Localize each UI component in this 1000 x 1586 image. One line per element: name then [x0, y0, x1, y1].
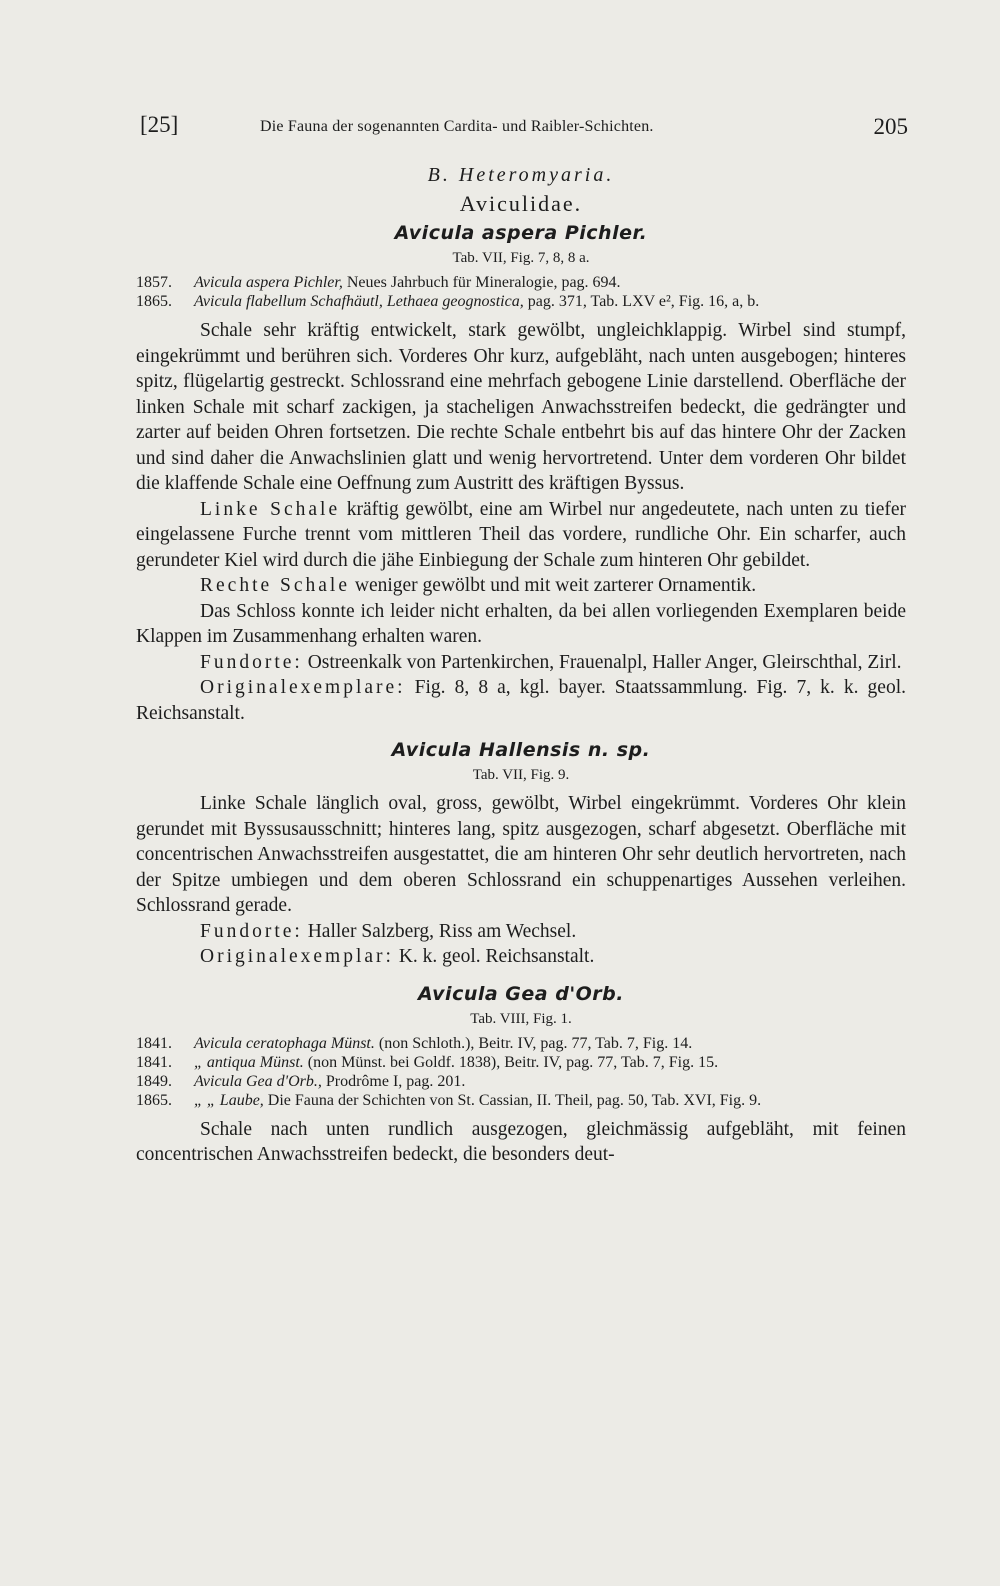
running-title: Die Fauna der sogenannten Cardita- und Raibler-Schichten.	[260, 118, 654, 135]
plate-reference-gea: Tab. VIII, Fig. 1.	[470, 1010, 572, 1027]
species-title-aspera: Avicula aspera Pichler.	[394, 222, 648, 244]
left-valve-label: Linke Schale	[200, 498, 341, 520]
description-paragraph: Linke Schale länglich oval, gross, gewölbt, Wirbel eingekrümmt. Vorderes Ohr klein gerundet mit Byssusausschnitt; hinteres lang, spitz ausgezogen, scharf abgesetzt. Oberfläche mit concentrischen Anwachsstreifen ausgestattet, die am hinteren Ohr sehr deutlich hervortreten, nach der Spitze umbiegen und dem oberen Schlossrand ein schuppenartiges Aussehen verleihen. Schlossrand gerade.	[136, 793, 906, 916]
left-valve-text: kräftig gewölbt, eine am Wirbel nur angedeutete, nach unten zu tiefer eingelassene Furche trennt vom mittleren Theil das vordere, rundliche Ohr. Ein scharfer, auch gerundeter Kiel wird durch die jähe Einbiegung der Schale zum hinteren Ohr gebildet.	[136, 498, 906, 571]
hinge-paragraph: Das Schloss konnte ich leider nicht erhalten, da bei allen vorliegenden Exemplaren beide Klappen im Zusammenhang erhalten waren.	[136, 600, 906, 647]
localities-paragraph	[136, 919, 906, 945]
synonym-name: Avicula aspera Pichler,	[194, 274, 343, 291]
synonym-ref: Die Fauna der Schichten von St. Cassian, II. Theil, pag. 50, Tab. XVI, Fig. 9.	[263, 1091, 762, 1109]
type-specimens-text: Fig. 8, 8 a, kgl. bayer. Staatssammlung. Fig. 7, k. k. geol. Reichsanstalt.	[136, 677, 906, 724]
description-paragraph: Schale nach unten rundlich ausgezogen, gleichmässig aufgebläht, mit feinen concentrischen Anwachsstreifen bedeckt, die besonders deut-	[136, 1118, 906, 1165]
right-valve-text: weniger gewölbt und mit weit zarterer Ornamentik.	[350, 575, 757, 596]
synonym-entry	[136, 274, 906, 291]
synonymy-gea	[136, 1035, 906, 1109]
synonym-name: Avicula ceratophaga Münst.	[194, 1034, 375, 1052]
synonym-year: 1841.	[136, 1034, 172, 1052]
species-title-gea: Avicula Gea d'Orb.	[418, 982, 624, 1005]
page-number: 205	[873, 114, 908, 139]
running-header	[140, 112, 908, 146]
synonym-name: Avicula Gea d'Orb.,	[194, 1072, 322, 1090]
type-specimens-paragraph	[136, 675, 906, 726]
synonym-ref: (non Münst. bei Goldf. 1838), Beitr. IV, pag. 77, Tab. 7, Fig. 15.	[303, 1053, 719, 1071]
group-heading: B. Heteromyaria.	[427, 164, 615, 186]
synonym-entry	[136, 293, 906, 310]
type-specimens-text: K. k. geol. Reichsanstalt.	[393, 946, 595, 967]
right-valve-paragraph	[136, 573, 906, 599]
synonym-ref: Neues Jahrbuch für Mineralogie, pag. 694.	[342, 274, 621, 291]
synonym-year: 1865.	[136, 1091, 172, 1109]
localities-label: Fundorte:	[200, 651, 303, 673]
plate-reference-hallensis: Tab. VII, Fig. 9.	[472, 767, 570, 783]
synonym-name: „ „ Laube,	[194, 1091, 264, 1109]
synonym-entry	[136, 1073, 906, 1090]
synonym-entry	[136, 1092, 906, 1109]
type-specimens-paragraph	[136, 944, 906, 970]
synonym-entry	[136, 1035, 906, 1052]
type-specimens-label: Originalexemplar:	[200, 946, 394, 967]
page-body	[136, 162, 906, 1168]
section-number: [25]	[140, 112, 179, 137]
synonymy-aspera	[136, 274, 906, 310]
synonym-year: 1841.	[136, 1053, 172, 1071]
localities-label: Fundorte:	[200, 920, 303, 942]
family-heading: Aviculidae.	[459, 191, 583, 216]
type-specimens-label: Originalexemplare:	[200, 677, 406, 698]
localities-text: Ostreenkalk von Partenkirchen, Frauenalpl, Haller Anger, Gleirschthal, Zirl.	[302, 651, 902, 673]
synonym-year: 1849.	[136, 1072, 172, 1090]
synonym-year: 1865.	[136, 293, 172, 310]
localities-paragraph	[136, 650, 906, 676]
synonym-year: 1857.	[136, 274, 172, 291]
synonym-ref: Prodrôme I, pag. 201.	[321, 1072, 466, 1090]
synonym-ref: (non Schloth.), Beitr. IV, pag. 77, Tab. 7, Fig. 14.	[374, 1034, 693, 1052]
localities-text: Haller Salzberg, Riss am Wechsel.	[302, 920, 577, 942]
species-title-hallensis: Avicula Hallensis n. sp.	[391, 739, 651, 761]
right-valve-label: Rechte Schale	[200, 575, 350, 596]
synonym-name: Avicula flabellum Schafhäutl, Lethaea geognostica,	[194, 293, 524, 310]
synonym-name: „ antiqua Münst.	[194, 1053, 304, 1071]
left-valve-paragraph	[136, 497, 906, 574]
description-paragraph: Schale sehr kräftig entwickelt, stark gewölbt, ungleichklappig. Wirbel sind stumpf, eingekrümmt und berühren sich. Vorderes Ohr kurz, aufgebläht, nach unten ausgebogen; hinteres spitz, flügelartig gestreckt. Schlossrand eine mehrfach gebogene Linie darstellend. Oberfläche der linken Schale mit scharf zackigen, ja stacheligen Anwachsstreifen bedeckt, die gedrängter und zarter auf beiden Ohren fortsetzen. Die rechte Schale entbehrt bis auf das hintere Ohr der Zacken und sind daher die Anwachslinien glatt und wenig hervortretend. Unter dem vorderen Ohr bildet die klaffende Schale eine Oeffnung zum Austritt des kräftigen Byssus.	[136, 320, 906, 494]
synonym-entry	[136, 1054, 906, 1071]
synonym-ref: pag. 371, Tab. LXV e², Fig. 16, a, b.	[523, 293, 760, 310]
plate-reference-aspera: Tab. VII, Fig. 7, 8, 8 a.	[452, 250, 590, 266]
